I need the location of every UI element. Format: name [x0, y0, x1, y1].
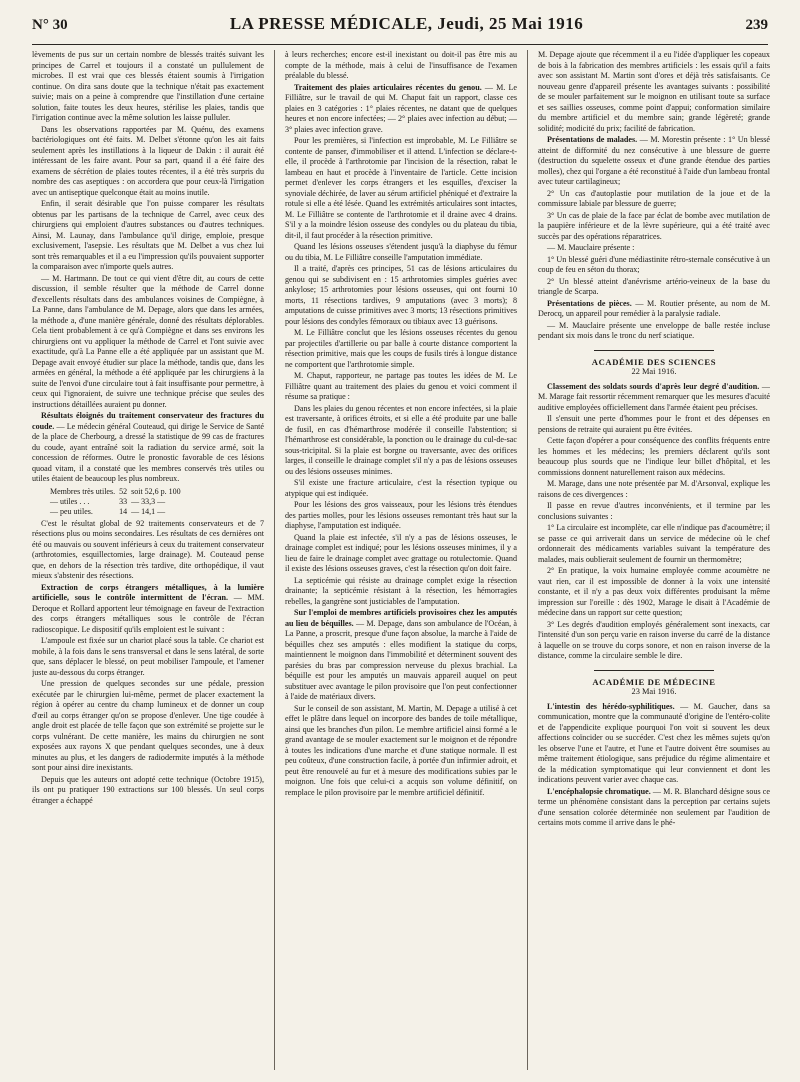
paragraph: La septicémie qui résiste au drainage complet exige la résection drainante; la septicémie résistant à la résection, les hémorragies rebelles, la gangrène sont justiciables de l'amputation. — [284, 575, 517, 606]
section-text: — M. Depage, dans son ambulance de l'Océan, à La Panne, a proscrit, presque d'une façon absolue, la marche à l'aide de béquilles chez ses amputés : elles modifient la statique du corps, maintiennent le moignon dans l'immobilité et déterminent souvent des parésies du bras par compression nerveuse du plexus brachial. La béquille est pour les amputés un mauvais appareil auquel on peut substituer avec avantage le pilon provisoire que l'on peut confectionner à l'aide de matériaux divers. — [284, 618, 517, 701]
section-title: L'encéphalopsie chromatique. — [546, 786, 651, 796]
section-heading-paragraph — [538, 382, 770, 414]
table-cell: — 14,1 — — [131, 506, 166, 516]
column-2 — [285, 50, 517, 1070]
section-divider — [594, 670, 714, 671]
section-title: Présentations de pièces. — [546, 298, 632, 308]
paragraph: Il a traité, d'après ces principes, 51 cas de lésions articulaires du genou qui se subdivisent en : 15 arthrotomies simples guéries avec ankylose; 15 arthrotomies pour lésions osseuses, qui ont fourni 10 morts, 11 résections tardives, 9 amputations (avec 3 morts); 8 amputations de cuisse primitives avec 3 morts; 13 résections primitives pour lésions des condyles fémoraux ou tibiaux avec 13 guérisons. — [284, 264, 517, 326]
section-divider — [594, 350, 714, 351]
paragraph: Quand les lésions osseuses s'étendent jusqu'à la diaphyse du fémur ou du tibia, M. Le Filliâtre conseille l'amputation immédiate. — [284, 242, 517, 262]
academy-heading: ACADÉMIE DES SCIENCES — [591, 356, 717, 367]
paragraph: Il s'ensuit une perte d'hommes pour le front et des dépenses en pensions de retraite qui auraient pu être évitées. — [537, 414, 770, 434]
paragraph: S'il existe une fracture articulaire, c'est la résection typique ou atypique qui est indiquée. — [284, 478, 517, 498]
section-title: Traitement des plaies articulaires récentes du genou. — [293, 82, 482, 92]
paragraph: Dans les plaies du genou récentes et non encore infectées, si la plaie est traversante, à orifices étroits, et si elle a été produite par une balle de fusil, en cas d'hémarthrose modérée il conseille l'abstention; si l'hémarthrose est considérable, la ponction ou le drainage du cul-de-sac sous-tricipital. Si la plaie est borgne ou traversante, avec des orifices larges, il conseille le drainage complet s'il n'y a pas de lésions osseuses ou des lésions osseuses minimes. — [284, 403, 517, 476]
academy-date: 22 Mai 1916. — [631, 367, 677, 376]
section-title: Présentations de malades. — [546, 135, 638, 144]
column-3 — [538, 50, 770, 1070]
section-heading-paragraph — [285, 83, 517, 136]
table-cell: Membres très utiles. — [50, 486, 116, 496]
section-text: — M. Morestin présente : 1° Un blessé atteint de difformité du nez consécutive à une blessure de guerre (destruction du squelette osseux et d'une grande étendue des parties molles), chez qui l'organe a été reconstitué à l'aide d'un lambeau frontal avec tuteur cartilagineux; — [537, 135, 770, 186]
paragraph: 2° En pratique, la voix humaine employée comme acoumètre ne vaut rien, car il est impossible de donner à la voix une intensité constante, et il n'y a pas deux voix différentes produisant la même impression sur l'oreille : dès 1902, Marage le disait à l'Académie de médecine dans un rapport sur cette question; — [537, 566, 770, 617]
paragraph: M. Marage, dans une note présentée par M. d'Arsonval, explique les raisons de ces divergences : — [537, 479, 770, 499]
paragraph: Une pression de quelques secondes sur une pédale, pression exécutée par le chirurgien lui-même, permet de placer exactement la région à opérer au centre du champ lumineux et de donner un coup d'œil au corps étranger qu'on se propose d'enlever. Une tige coudée à angle droit est placée de telle façon que son extrémité se projette sur le corps vulnérant. De cette manière, les mains du chirurgien ne sont exposées aux rayons X que pendant quelques secondes, une à deux minutes au plus, et les dangers de radiodermite imputés à la méthode sont pour ainsi dire inexistants. — [32, 679, 265, 772]
section-text: — M. Gaucher, dans sa communication, montre que la communauté d'origine de l'entéro-colite et de l'appendicite explique pourquoi l'on voit si souvent les deux affections coïncider ou se succéder. C'est chez les mêmes sujets qu'on les observe l'une et l'autre, et l'une et l'autre doivent être soumises au même traitement étiologique, sans préjudice du régime alimentaire et de la médication symptomatique qui leur conviennent et dont les indications peuvent varier avec chaque cas. — [537, 701, 770, 784]
table-cell: — peu utiles. — [50, 506, 93, 516]
paragraph: Pour les premières, si l'infection est improbable, M. Le Filliâtre se contente de panser, d'immobiliser et il attend. L'infection se déclare-t-elle, il procède à l'arthrotomie par l'incision de la résection, rabat le lambeau en haut et procède à l'inventaire de l'article. Cette incision permet d'enlever les corps étrangers et les esquilles, d'exciser la synoviale déchirée, de laver au sérum artificiel phéniqué et d'extraire la rotule si elle a été lésée. Quand les extrémités articulaires sont intactes, M. Le Filliâtre se contente de l'arthrotomie et il draine avec 4 drains. S'il y a la moindre lésion osseuse des condyles ou du plateau du tibia, dit-il, il faut procéder à la résection primitive. — [284, 136, 517, 240]
academy-heading: ACADÉMIE DE MÉDECINE — [592, 676, 716, 687]
table-cell: 33 — [119, 496, 128, 506]
section-heading-paragraph — [538, 702, 770, 786]
section-title: Résultats éloignés du traitement conservateur des fractures du coude. — [32, 411, 265, 431]
paragraph: Quand la plaie est infectée, s'il n'y a pas de lésions osseuses, le drainage complet est indiqué; pour les lésions osseuses minimes, il y a lieu de faire le drainage complet avec grattage ou rotulectomie. Quand il existe des lésions osseuses graves, c'est la résection qu'on doit faire. — [284, 532, 517, 573]
paragraph: — M. Mauclaire présente : — [546, 243, 635, 252]
paragraph: 3° Les degrés d'audition employés généralement sont inexacts, car l'intensité d'un son perçu varie en raison inverse du carré de la distance à laquelle on se trouve du corps sonore, et non en raison inverse de la distance, comme la circulaire semble le dire. — [537, 619, 770, 660]
paragraph: Depuis que les auteurs ont adopté cette technique (Octobre 1915), ils ont pu pratiquer 190 extractions sur 100 blessés. Un seul corps étranger a échappé — [32, 774, 265, 805]
table-cell: — utiles . . . — [50, 496, 90, 506]
table-cell: 14 — [119, 506, 128, 516]
paragraph: M. Depage ajoute que récemment il a eu l'idée d'appliquer les copeaux de bois à la fabrication des membres artificiels : les essais qu'il a faits avec son assistant M. Martin sont d'ores et déjà très satisfaisants. Ce nouveau genre d'appareil présente les avantages suivants : possibilité de se mouler parfaitement sur le moignon en utilisant toute sa surface et ses saillies osseuses, comme point d'appui; conformation similaire du membre artificiel et du membre sain; grande légèreté; grande solidité; modicité du prix; facilité de fabrication. — [537, 50, 770, 133]
section-heading-paragraph — [538, 135, 770, 188]
paragraph: Cette façon d'opérer a pour conséquence des conflits fréquents entre les hommes et les médecins; les premiers déclarent qu'ils sont beaucoup plus sourds que ne l'indique leur billet d'hôpital, et les commissions donnent naturellement raison aux médecins. — [537, 436, 770, 477]
paragraph: 3° Un cas de plaie de la face par éclat de bombe avec mutilation de la paupière inférieure et de la lèvre supérieure, qui a été traité avec succès par des opérations réparatrices. — [537, 210, 770, 241]
paragraph: 2° Un cas d'autoplastie pour mutilation de la joue et de la commissure labiale par blessure de guerre; — [537, 188, 770, 208]
section-text: — M. Routier présente, au nom de M. Derocq, un appareil pour remédier à la paralysie radiale. — [537, 298, 770, 318]
section-heading-paragraph — [32, 583, 264, 636]
paragraph: M. Le Filliâtre conclut que les lésions osseuses récentes du genou par projectiles d'artillerie ou par balle à courte distance comportent la résection primitive, mais que les coups de fusils tirés à longue distance ne comportent que l'arthrotomie simple. — [284, 328, 517, 369]
page-header — [32, 14, 768, 45]
paragraph: Il passe en revue d'autres inconvénients, et il termine par les conclusions suivantes : — [537, 501, 770, 521]
paragraph: C'est le résultat global de 92 traitements conservateurs et de 7 résections plus ou moins secondaires. Les résultats de ces dernières ont été ou mauvais ou souvent inférieurs à ceux du traitement conservateur (arthrotomies, esquillectomies, large drainage). M. Couteaud pense que, en dehors de la résection très tardive, dite orthopédique, il vaut mieux s'abstenir des résections. — [32, 518, 265, 580]
section-text: — M. Le Filliâtre, sur le travail de qui M. Chaput fait un rapport, classe ces plaies en 3 catégories : 1° plaies récentes, ne datant que de quelques heures et non encore infectées; — 2° plaies avec infection au début; — 3° plaies avec infection grave. — [284, 82, 517, 134]
column-divider — [527, 50, 528, 1070]
table-row — [50, 507, 185, 517]
paragraph: lèvements de pus sur un certain nombre de blessés traités suivant les principes de Carrel et toujours il a constaté un pullulement de microbes. Il est vrai que ces blessés étaient soumis à l'irrigation continue. On dira sans doute que la technique n'était pas exactement suivie; mais on a peine à comprendre que l'instillation d'une certaine solution, faite toutes les deux heures, stérilise les plaies, tandis que l'irrigation continue avec la même solution les laisse pulluler. — [32, 50, 265, 122]
section-text: — M. R. Blanchard désigne sous ce terme un phénomène consistant dans la perception par certains sujets d'une sensation colorée déterminée non seulement par l'audition de certains mots comme il arrive dans le phé- — [537, 786, 770, 827]
statistics-table — [50, 487, 185, 517]
paragraph: Enfin, il serait désirable que l'on puisse comparer les résultats obtenus par les partisans de la technique de Carrel, avec ceux des chirurgiens qui emploient d'autres substances ou d'autres techniques. Ainsi, M. Launay, dans l'ambulance qu'il dirige, emploie, presque exclusivement, l'asepsie. Les résultats que M. Delbet a vus chez lui sont très remarquables et il a eu l'impression qu'ils pouvaient supporter la comparaison avec n'importe quels autres. — [32, 199, 265, 271]
table-row — [50, 497, 185, 507]
paragraph: Pour les lésions des gros vaisseaux, pour les lésions très étendues des parties molles, pour les lésions osseuses remontant très haut sur la diaphyse, l'amputation est indiquée. — [284, 500, 517, 530]
paragraph: Dans les observations rapportées par M. Quénu, des examens bactériologiques ont été faits. M. Delbet s'étonne qu'on les ait faits seulement après les instillations à la liqueur de Dakin : il aurait été intéressant de les faire avant. Pour sa part, quand il a été faire des examens de sécrétion de plaies toutes récentes, il a été très surpris du nombre des cas aseptiques : on accordera que pour ceux-là l'irrigation avec un antiseptique quelconque était au moins inutile. — [32, 124, 265, 197]
section-title: Sur l'emploi de membres artificiels provisoires chez les amputés au lieu de béquilles. — [284, 608, 517, 628]
columns — [32, 50, 770, 1070]
table-row — [50, 487, 185, 497]
paragraph: 2° Un blessé atteint d'anévrisme artério-veineux de la base du triangle de Scarpa. — [537, 276, 770, 296]
section-text: — MM. Deroque et Rollard apportent leur témoignage en faveur de l'extraction des corps étrangers métalliques sous le contrôle de l'écran radioscopique. Le dispositif qu'ils emploient est le suivant : — [32, 593, 265, 634]
paragraph: M. Chaput, rapporteur, ne partage pas toutes les idées de M. Le Filliâtre quant au traitement des plaies du genou et voici comment il résume sa pratique : — [284, 371, 517, 401]
academy-date: 23 Mai 1916. — [631, 687, 677, 696]
table-cell: — 33,3 — — [131, 496, 166, 506]
section-title: Extraction de corps étrangers métalliques, à la lumière artificielle, sous le contrôle intermittent de l'écran. — [32, 582, 265, 602]
section-title: L'intestin des hérédo-syphilitiques. — [546, 701, 675, 711]
paragraph: — M. Mauclaire présente une enveloppe de balle restée incluse pendant six mois dans le tronc du nerf sciatique. — [537, 320, 770, 340]
paragraph: L'ampoule est fixée sur un chariot placé sous la table. Ce chariot est mobile, à la fois dans le sens transversal et dans le sens latéral, de sorte que, sans déplacer le blessé, on peut mobiliser l'ampoule, et l'amener juste au-dessous du corps étranger. — [32, 636, 265, 677]
paragraph: Sur le conseil de son assistant, M. Martin, M. Depage a utilisé à cet effet le plâtre dans lequel on incorpore des bandes de toile métallique, ainsi que les branches d'un pilon. Le membre artificiel ainsi formé a le grand avantage de se mouler exactement sur le moignon et de répondre à toutes les indications d'une marche et d'une statique normale. Il est peu coûteux, d'une construction facile, à portée d'un infirmier adroit, et peut être renouvelé au fur et à mesure des modifications subies par le moignon. Une fois que celui-ci a acquis son volume définitif, on remplace le pilon provisoire par le membre artificiel définitif. — [284, 703, 517, 797]
paragraph: à leurs recherches; encore est-il inexistant ou doit-il pas être mis au compte de la méthode, mais à celui de l'insuffisance de l'examen préalable du blessé. — [284, 50, 517, 80]
page-number: 239 — [745, 17, 768, 33]
section-heading-paragraph — [538, 787, 770, 829]
column-divider — [274, 50, 275, 1070]
table-cell: 52 — [119, 486, 128, 496]
section-text: — Le médecin général Couteaud, qui dirige le Service de Santé de la place de Cherbourg, a dressé la statistique de 99 cas de fractures du coude, ayant entraîné soit la radiation du service armé, soit la concession de réformes. Outre le pronostic favorable de ces lésions quoad vitam, il a constaté que les membres conservés très utiles ou utiles étaient de beaucoup les plus nombreux. — [32, 421, 265, 483]
section-heading-paragraph — [32, 411, 264, 485]
paragraph: 1° Un blessé guéri d'une médiastinite rétro-sternale consécutive à un coup de feu en séton du thorax; — [537, 254, 770, 274]
column-1 — [32, 50, 264, 1070]
section-text: — M. Marage fait ressortir récemment remarquer que les mesures d'acuité auditive employées officiellement dans l'armée étaient peu précises. — [537, 381, 770, 412]
section-title: Classement des soldats sourds d'après leur degré d'audition. — [546, 381, 760, 391]
issue-number: N° 30 — [32, 17, 68, 33]
section-heading-paragraph — [285, 608, 517, 703]
journal-title: LA PRESSE MÉDICALE, Jeudi, 25 Mai 1916 — [229, 14, 584, 33]
table-cell: soit 52,6 p. 100 — [131, 486, 181, 496]
section-heading-paragraph — [538, 299, 770, 320]
paragraph: 1° La circulaire est incomplète, car elle n'indique pas d'acoumètre; il se passe ce qui arriverait dans un service de médecine où le chef ordonnerait des médicaments variables suivant la température des malades, mais oublierait seulement de fournir un thermomètre; — [537, 523, 770, 564]
paragraph: — M. Hartmann. De tout ce qui vient d'être dit, au cours de cette discussion, il semble résulter que la méthode de Carrel donne d'excellents résultats dans des ambulances voisines de Compiègne, à La Panne, dans l'ambulance de M. Depage, alors que dans les armées, la méthode a, d'une manière générale, donné des résultats déplorables. Cela tient probablement à ce qu'à Compiègne et dans ses environs les chirurgiens ont vu appliquer la méthode de Carrel et l'ont suivie avec exactitude, qu'à La Panne elle a été appliquée par un assistant que M. Depage avait envoyé étudier sur place la méthode, tandis que, dans les armées en général, la méthode a été appliquée par les chirurgiens à la suite de l'envoi d'une circulaire tout à fait insuffisante pour permettre, à ceux qui l'ignoraient, de suivre une technique précise que seules des instructions détaillées auraient pu donner. — [32, 273, 265, 409]
